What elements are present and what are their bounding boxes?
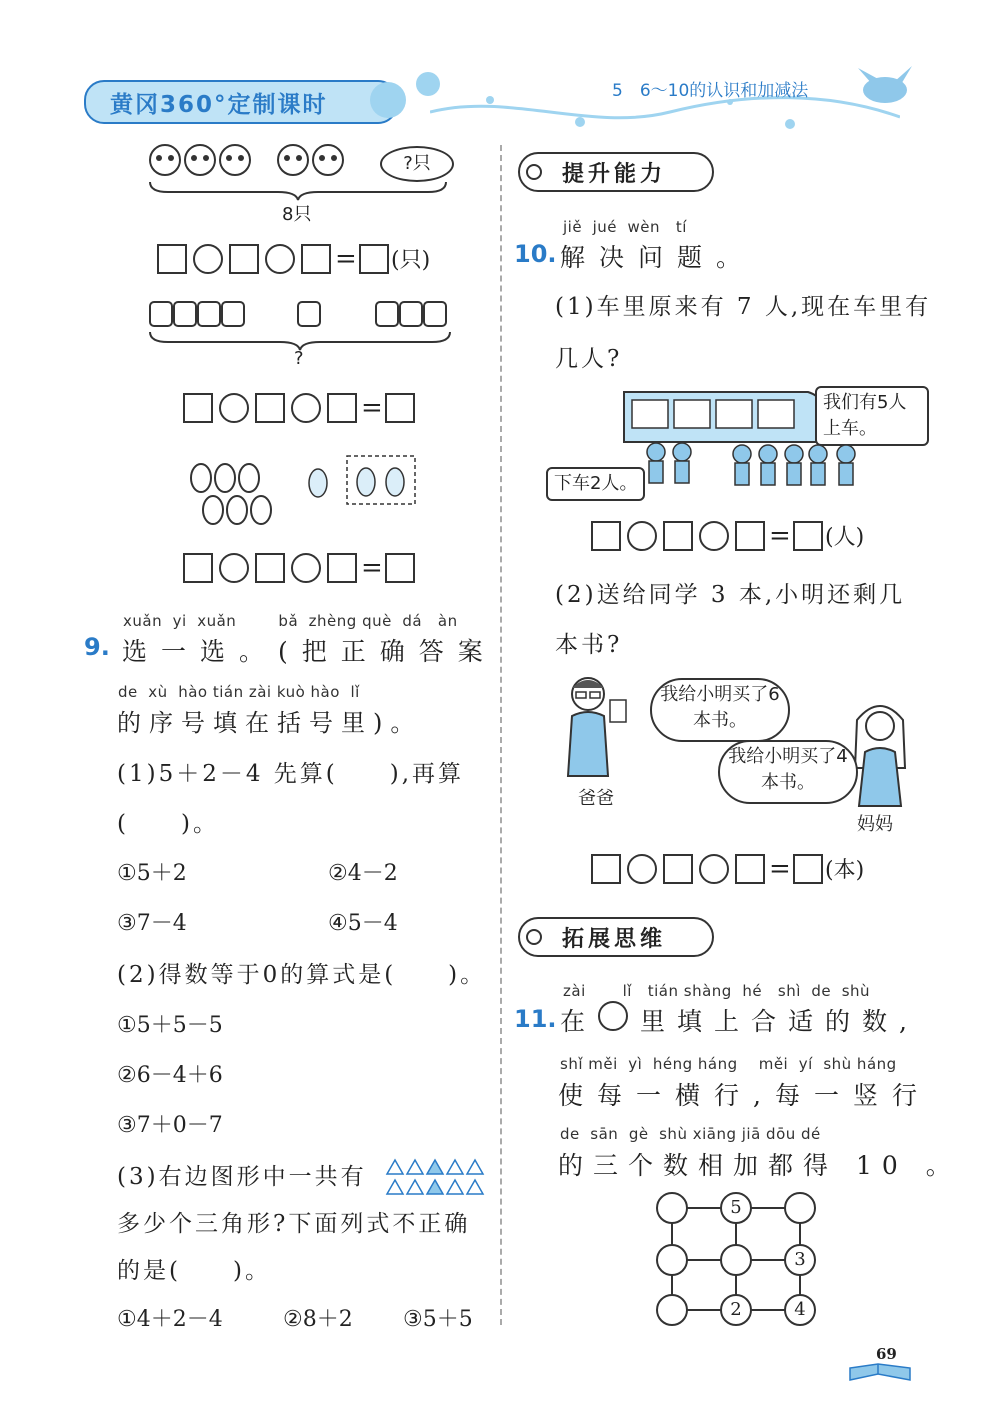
q9-part1-line1: (1)5＋2－4 先算( ),再算 <box>117 761 465 787</box>
answer-box[interactable] <box>735 521 765 551</box>
operator-circle[interactable] <box>699 521 729 551</box>
q9-number: 9. <box>84 633 110 661</box>
section-heading-dot <box>526 929 542 945</box>
q9-part3-line1: (3)右边图形中一共有 <box>117 1164 367 1190</box>
triangles-figure <box>385 1158 490 1198</box>
q10-pinyin: jiě jué wèn tí <box>563 218 687 236</box>
rabbit-group-icon <box>183 448 423 530</box>
q9-part1-line2: ( )。 <box>117 811 219 837</box>
q9-part2-line: (2)得数等于0的算式是( )。 <box>117 962 487 988</box>
operator-circle[interactable] <box>265 244 295 274</box>
operator-circle[interactable] <box>291 393 321 423</box>
q9-pinyin-1: xuǎn yi xuǎn bǎ zhèng què dá àn <box>123 612 458 630</box>
equals-sign: = <box>335 243 357 274</box>
operator-circle[interactable] <box>699 854 729 884</box>
section-heading-improve <box>518 152 714 192</box>
mom-speech-bubble: 我给小明买了4本书。 <box>718 740 858 804</box>
equation-bus <box>591 520 864 551</box>
section-heading-improve-label: 提升能力 <box>562 161 667 187</box>
bubble-passengers-up: 我们有5人上车。 <box>815 386 929 446</box>
q9-part3-line3: 的是( )。 <box>117 1258 271 1284</box>
operator-circle[interactable] <box>193 244 223 274</box>
q11-pinyin-2: shǐ měi yì héng háng měi yí shù háng <box>560 1055 897 1073</box>
panda-question-oval: ?只 <box>380 146 454 182</box>
answer-box[interactable] <box>591 521 621 551</box>
q9-part2-option-3[interactable]: ③7＋0－7 <box>117 1113 223 1138</box>
bus-illustration <box>618 388 833 448</box>
book-icon <box>848 1362 912 1384</box>
q11-number: 11. <box>514 1005 557 1033</box>
cans-question: ? <box>294 348 304 369</box>
grid-cell[interactable]: 3 <box>784 1244 816 1276</box>
equals-sign: = <box>769 520 791 551</box>
answer-box[interactable] <box>385 393 415 423</box>
answer-box[interactable] <box>591 854 621 884</box>
grid-cell[interactable]: 5 <box>720 1192 752 1224</box>
bird-icon <box>850 62 920 112</box>
mom-figure <box>845 698 915 808</box>
answer-box[interactable] <box>735 854 765 884</box>
q11-pinyin-1: zài lǐ tián shàng hé shì de shù <box>563 982 871 1000</box>
q9-part2-option-2[interactable]: ②6－4＋6 <box>117 1063 223 1088</box>
mom-label: 妈妈 <box>857 814 893 835</box>
answer-box[interactable] <box>255 553 285 583</box>
grid-cell[interactable] <box>720 1244 752 1276</box>
page-number: 69 <box>876 1345 897 1363</box>
operator-circle[interactable] <box>627 854 657 884</box>
q10-part2-line2: 本书? <box>555 632 623 658</box>
unit-label: (本) <box>825 858 865 883</box>
grid-cell[interactable] <box>656 1294 688 1326</box>
header-bubble-large <box>370 82 406 118</box>
panda-group-icon <box>145 140 385 182</box>
section-heading-dot <box>526 164 542 180</box>
unit-label: (只) <box>391 248 431 273</box>
equation-cans <box>183 393 415 423</box>
cans-group-icon <box>148 298 458 332</box>
dad-label: 爸爸 <box>578 788 614 809</box>
operator-circle[interactable] <box>627 521 657 551</box>
operator-circle[interactable] <box>219 553 249 583</box>
q9-title-2: 的序号填在括号里)。 <box>117 709 423 737</box>
q9-part3-line2: 多少个三角形?下面列式不正确 <box>117 1211 471 1237</box>
unit-label: (人) <box>825 525 865 550</box>
answer-box[interactable] <box>229 244 259 274</box>
dad-figure <box>558 672 638 782</box>
dad-speech-bubble: 我给小明买了6本书。 <box>650 678 790 742</box>
grid-cell[interactable] <box>656 1244 688 1276</box>
children-group-icon <box>638 440 858 496</box>
q11-title-2: 使每一横行,每一竖行 <box>558 1081 931 1110</box>
answer-box[interactable] <box>359 244 389 274</box>
q10-title: 解决问题。 <box>560 243 756 272</box>
q11-pinyin-3: de sān gè shù xiāng jiā dōu dé <box>560 1125 821 1143</box>
q9-pinyin-2: de xù hào tián zài kuò hào lǐ <box>118 683 360 701</box>
answer-box[interactable] <box>255 393 285 423</box>
section-heading-extend <box>518 917 714 957</box>
equation-books <box>591 853 864 884</box>
q10-part1-line1: (1)车里原来有 7 人,现在车里有 <box>555 294 932 320</box>
q9-part1-option-1[interactable]: ①5＋2 <box>117 861 187 886</box>
grid-cell[interactable] <box>656 1192 688 1224</box>
header-brand: 黄冈360°定制课时 <box>110 92 328 118</box>
grid-cell[interactable]: 2 <box>720 1294 752 1326</box>
answer-box[interactable] <box>327 553 357 583</box>
answer-box[interactable] <box>793 854 823 884</box>
q11-title-3: 的三个数相加都得 10 。 <box>558 1151 961 1180</box>
operator-circle[interactable] <box>219 393 249 423</box>
q9-part1-option-4[interactable]: ④5－4 <box>328 911 398 936</box>
answer-box[interactable] <box>663 521 693 551</box>
q11-title-1b: 里填上合适的数, <box>640 1007 919 1036</box>
q9-part1-option-3[interactable]: ③7－4 <box>117 911 187 936</box>
equals-sign: = <box>769 853 791 884</box>
answer-box[interactable] <box>301 244 331 274</box>
q9-part1-option-2[interactable]: ②4－2 <box>328 861 398 886</box>
panda-total: 8只 <box>282 204 312 225</box>
equation-pandas <box>157 243 430 274</box>
answer-box[interactable] <box>327 393 357 423</box>
answer-box[interactable] <box>793 521 823 551</box>
q9-part2-option-1[interactable]: ①5＋5－5 <box>117 1013 223 1038</box>
bubble-passengers-down: 下车2人。 <box>546 467 645 501</box>
q11-inline-circle <box>598 1001 628 1031</box>
answer-box[interactable] <box>385 553 415 583</box>
answer-box[interactable] <box>157 244 187 274</box>
section-heading-extend-label: 拓展思维 <box>562 926 667 952</box>
q9-title-1: 选一选。(把正确答案 <box>122 637 497 666</box>
operator-circle[interactable] <box>291 553 321 583</box>
q9-part3-option-1[interactable]: ①4＋2－4 <box>117 1307 223 1332</box>
grid-cell[interactable] <box>784 1192 816 1224</box>
column-divider <box>500 145 502 1325</box>
equation-rabbits <box>183 553 415 583</box>
q9-part3-option-3[interactable]: ③5＋5 <box>403 1307 473 1332</box>
q10-part1-line2: 几人? <box>555 346 623 372</box>
answer-box[interactable] <box>183 553 213 583</box>
q11-title-1a: 在 <box>560 1007 600 1036</box>
q9-part3-option-2[interactable]: ②8＋2 <box>283 1307 353 1332</box>
q10-number: 10. <box>514 240 557 268</box>
panda-brace <box>148 180 448 202</box>
answer-box[interactable] <box>183 393 213 423</box>
q10-part2-line1: (2)送给同学 3 本,小明还剩几 <box>555 582 906 608</box>
equals-sign: = <box>361 393 383 423</box>
equals-sign: = <box>361 553 383 583</box>
header-chapter: 5 6～10的认识和加减法 <box>612 81 809 101</box>
answer-box[interactable] <box>663 854 693 884</box>
grid-cell[interactable]: 4 <box>784 1294 816 1326</box>
